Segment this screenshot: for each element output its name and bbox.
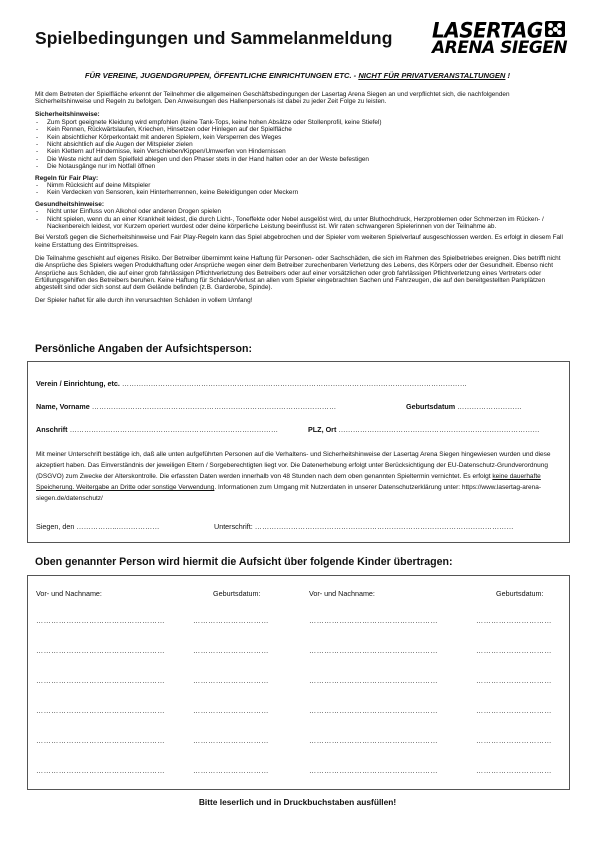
child-name-field[interactable]: …………………………………………… <box>309 706 438 715</box>
child-birthdate-field[interactable]: ………………………… <box>193 676 269 685</box>
child-name-field[interactable]: …………………………………………… <box>309 646 438 655</box>
child-birthdate-field[interactable]: ………………………… <box>476 616 552 625</box>
address-field[interactable]: Anschrift …………………………………………………………………………… <box>36 425 278 434</box>
zip-city-field[interactable]: PLZ, Ort ………………………………………………………………………… <box>308 425 540 434</box>
child-name-field[interactable]: …………………………………………… <box>36 616 165 625</box>
dice-icon <box>545 21 565 37</box>
place-date-field[interactable]: Siegen, den ……………..……………… <box>36 522 160 531</box>
rules-body <box>35 91 563 310</box>
list-item: - Nicht spielen, wenn du an einer Krankheit leidest, die durch Licht-, Toneffekte oder Nebel ausgelöst wird, du unter Bluthochdruck, Herzproblemen oder Schmerzen im Rücken- / Nackenbereich leidest, vor Kurzem operiert wurdest oder deine körperliche Leistung beeinflusst ist. Wir raten schwangeren Spielerinnen von der Teilnahme ab. <box>35 216 563 231</box>
club-field[interactable]: Verein / Einrichtung, etc. ……………………………………………………………………………………………………………………………… <box>36 379 467 388</box>
list-item: - Nimm Rücksicht auf deine Mitspieler <box>35 182 563 189</box>
safety-list <box>35 119 563 171</box>
footer-note: Bitte leserlich und in Druckbuchstaben ausfüllen! <box>198 797 397 807</box>
supervisor-heading: Persönliche Angaben der Aufsichtsperson: <box>35 343 253 355</box>
damages-paragraph: Der Spieler haftet für alle durch ihn verursachten Schäden in vollem Umfang! <box>35 297 253 305</box>
page-title: Spielbedingungen und Sammelanmeldung <box>35 28 393 48</box>
child-name-field[interactable]: …………………………………………… <box>36 766 165 775</box>
child-birthdate-field[interactable]: ………………………… <box>193 736 269 745</box>
children-box <box>27 575 570 790</box>
name-field[interactable]: Name, Vorname ………………………………………………………………………………………… <box>36 402 337 411</box>
fairplay-heading: Regeln für Fair Play: <box>35 174 99 182</box>
col-birth-left: Geburtsdatum: <box>213 589 261 598</box>
consent-text: Mit meiner Unterschrift bestätige ich, daß alle unten aufgeführten Personen auf die Verhaltens- und Sicherheitshinweise der Lasertag Arena Siegen hingewiesen wurden und diese akzeptiert haben. Das Einverständnis der jeweiligen Eltern / Sorgeberechtigten liegt vor. Die Datenerhebung erfolgt unter Berücksichtigung der EU-Datenschutz-Grundverordnung (DSGVO) zum Zwecke der Alterskontrolle. Die erfassten Daten werden innerhalb von 48 Stunden nach dem oben genannten Spieltermin vernichtet. Es erfolgt keine dauerhafte Speicherung. Weitergabe an Dritte oder sonstige Verwendung. Informationen zum Umgang mit Nutzerdaten in unserer Datenschutzerklärung unter: https://www.lasertag-arena-siegen.de/datenschutz/ <box>36 451 551 502</box>
list-item: - Nicht absichtlich auf die Augen der Mitspieler zielen <box>35 141 563 148</box>
list-item: - Zum Sport geeignete Kleidung wird empfohlen (keine Tank-Tops, keine hohen Absätze oder Stollenprofil, keine Stiefel) <box>35 119 563 126</box>
child-name-field[interactable]: …………………………………………… <box>309 736 438 745</box>
birthdate-field[interactable]: Geburtsdatum ……………………… <box>406 402 522 411</box>
logo-line2: ARENA SIEGEN <box>432 38 568 58</box>
list-item: - Kein Verdecken von Sensoren, kein Hinterherrennen, keine Beleidigungen oder Meckern <box>35 189 563 196</box>
list-item: - Die Notausgänge nur im Notfall öffnen <box>35 163 563 170</box>
subtitle: FÜR VEREINE, JUGENDGRUPPEN, ÖFFENTLICHE EINRICHTUNGEN ETC. - NICHT FÜR PRIVATVERANSTALTUNGEN ! <box>84 71 511 80</box>
child-name-field[interactable]: …………………………………………… <box>36 706 165 715</box>
intro-paragraph: Mit dem Betreten der Spielfläche erkennt der Teilnehmer die allgemeinen Geschäftsbedingungen der Lasertag Arena Siegen an und verpflichtet sich, die nachfolgenden Sicherheitshinweise und Regeln zu befolgen. Den Anweisungen des Hallenpersonals ist dabei zu jeder Zeit Folge zu leisten. <box>35 91 510 106</box>
child-birthdate-field[interactable]: ………………………… <box>476 676 552 685</box>
child-name-field[interactable]: …………………………………………… <box>36 736 165 745</box>
col-name-right: Vor- und Nachname: <box>309 589 375 598</box>
liability-paragraph: Die Teilnahme geschieht auf eigenes Risiko. Der Betreiber übernimmt keine Haftung für Personen- oder Sachschäden, die sich im Rahmen des Spielbetriebes ereignen. Dies betrifft nicht die Ansprüche des Spielers wegen Produkthaftung oder Ansprüche wegen einer dem Betreiber zurechenbaren Verletzung des Lebens, des Körpers oder der Gesundheit. Ebenso nicht Ansprüche aus Schäden, die auf einer grob fahrlässigen Pflichtverletzung des Betreibers oder auf einer vorsätzlichen oder grob fahrlässigen Pflichtverletzung eines Vertreters oder Erfüllungsgehilfen des Betreibers beruhen. Keine Haftung für Schäden/Verlust an allen vom Spieler eingebrachten Sachen und Fahrzeugen, die auf den bereitgestellten Parkplätzen abgestellt sind oder sich sonst auf dem Gelände befinden (z.B. Garderobe, Spinde). <box>35 254 561 292</box>
list-item: - Kein Rennen, Rückwärtslaufen, Kriechen, Hinsetzen oder Hinlegen auf der Spielfläche <box>35 126 563 133</box>
lasertag-logo <box>432 17 568 60</box>
col-name-left: Vor- und Nachname: <box>36 589 102 598</box>
child-birthdate-field[interactable]: ………………………… <box>193 766 269 775</box>
violation-paragraph: Bei Verstoß gegen die Sicherheitshinweise und Fair Play-Regeln kann das Spiel abgebrochen und der Spieler vom weiteren Spielverlauf ausgeschlossen werden. Es erfolgt in diesem Fall keine Erstattung des Eintrittspreises. <box>35 234 563 249</box>
child-name-field[interactable]: …………………………………………… <box>36 676 165 685</box>
logo-line1: LASERTAG <box>432 17 543 43</box>
col-birth-right: Geburtsdatum: <box>496 589 544 598</box>
child-birthdate-field[interactable]: ………………………… <box>476 736 552 745</box>
child-birthdate-field[interactable]: ………………………… <box>193 706 269 715</box>
child-name-field[interactable]: …………………………………………… <box>36 646 165 655</box>
child-name-field[interactable]: …………………………………………… <box>309 616 438 625</box>
child-birthdate-field[interactable]: ………………………… <box>476 766 552 775</box>
child-name-field[interactable]: …………………………………………… <box>309 676 438 685</box>
health-list <box>35 208 563 230</box>
child-name-field[interactable]: …………………………………………… <box>309 766 438 775</box>
list-item: - Die Weste nicht auf dem Spielfeld ablegen und den Phaser stets in der Hand halten oder an der Weste befestigen <box>35 156 563 163</box>
list-item: - Nicht unter Einfluss von Alkohol oder anderen Drogen spielen <box>35 208 563 215</box>
supervisor-box <box>27 361 570 543</box>
list-item: - Kein absichtlicher Körperkontakt mit anderen Spielern, kein Versperren des Weges <box>35 134 563 141</box>
child-birthdate-field[interactable]: ………………………… <box>193 616 269 625</box>
signature-field[interactable]: Unterschrift: ……………………………………………………………………………………………… <box>214 522 514 531</box>
fairplay-list <box>35 182 563 197</box>
children-heading: Oben genannter Person wird hiermit die Aufsicht über folgende Kinder übertragen: <box>35 556 453 568</box>
child-birthdate-field[interactable]: ………………………… <box>476 646 552 655</box>
child-birthdate-field[interactable]: ………………………… <box>193 646 269 655</box>
list-item: - Kein Klettern auf Hindernisse, kein Verschieben/Kippen/Umwerfen von Hindernissen <box>35 148 563 155</box>
safety-heading: Sicherheitshinweise: <box>35 111 100 119</box>
health-heading: Gesundheitshinweise: <box>35 200 104 208</box>
child-birthdate-field[interactable]: ………………………… <box>476 706 552 715</box>
